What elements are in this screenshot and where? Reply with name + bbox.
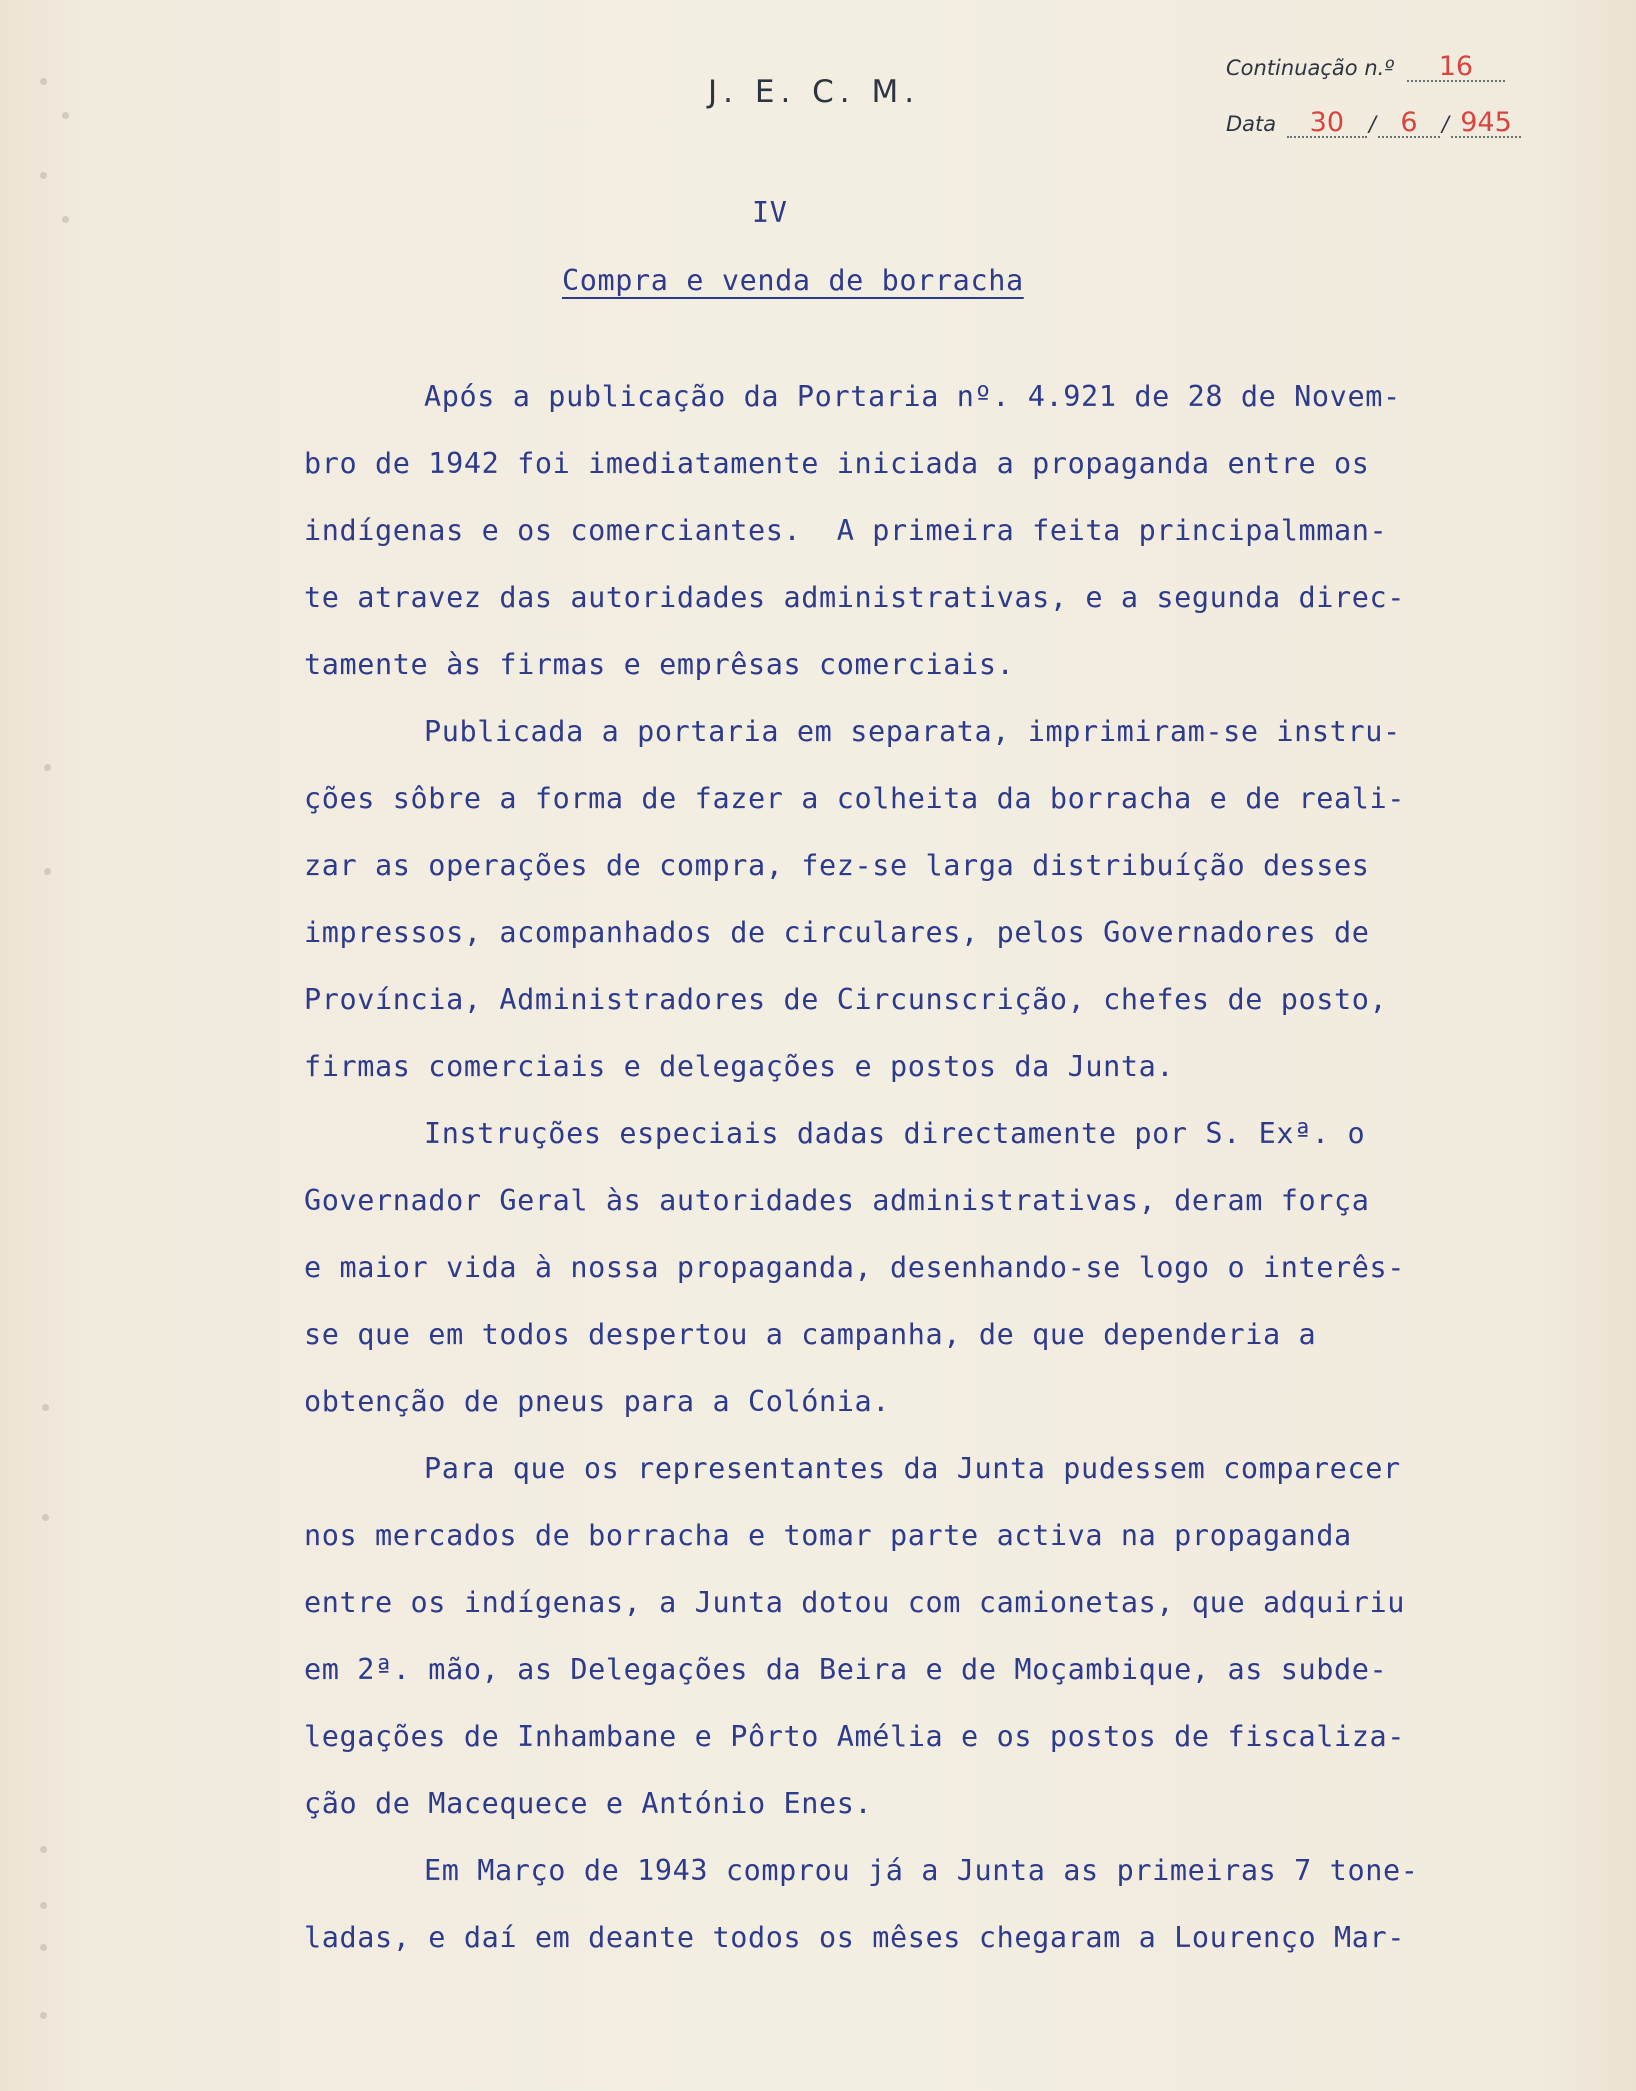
body-line: Governador Geral às autoridades administrativas, deram força <box>304 1184 1370 1217</box>
binding-hole <box>62 112 69 119</box>
continuation-row <box>1226 51 1505 82</box>
body-line: Instruções especiais dadas directamente por S. Exª. o <box>424 1117 1366 1150</box>
body-line: e maior vida à nossa propaganda, desenhando-se logo o interês- <box>304 1251 1406 1284</box>
letterhead: J. E. C. M. <box>708 74 921 110</box>
binding-hole <box>40 172 47 179</box>
section-heading: Compra e venda de borracha <box>562 264 1024 297</box>
date-separator: / <box>1368 112 1376 136</box>
body-line: bro de 1942 foi imediatamente iniciada a propaganda entre os <box>304 447 1370 480</box>
continuation-number: 16 <box>1407 54 1505 82</box>
date-day: 30 <box>1287 110 1367 138</box>
binding-hole <box>40 78 47 85</box>
body-line: se que em todos despertou a campanha, de que dependeria a <box>304 1318 1317 1351</box>
body-line: zar as operações de compra, fez-se larga distribuíção desses <box>304 849 1370 882</box>
body-line: Para que os representantes da Junta pudessem comparecer <box>424 1452 1401 1485</box>
date-year: 945 <box>1451 110 1521 138</box>
body-line: Após a publicação da Portaria nº. 4.921 de 28 de Novem- <box>424 380 1401 413</box>
date-row <box>1226 107 1521 138</box>
body-line: ladas, e daí em deante todos os mêses chegaram a Lourenço Mar- <box>304 1921 1406 1954</box>
binding-hole <box>44 764 51 771</box>
section-numeral: IV <box>752 196 788 229</box>
body-line: entre os indígenas, a Junta dotou com camionetas, que adquiriu <box>304 1586 1406 1619</box>
body-line: em 2ª. mão, as Delegações da Beira e de Moçambique, as subde- <box>304 1653 1388 1686</box>
binding-hole <box>42 1514 49 1521</box>
binding-hole <box>44 868 51 875</box>
body-line: ções sôbre a forma de fazer a colheita da borracha e de reali- <box>304 782 1406 815</box>
date-separator: / <box>1441 112 1449 136</box>
binding-hole <box>40 1902 47 1909</box>
body-line: indígenas e os comerciantes. A primeira feita principalmman- <box>304 514 1388 547</box>
binding-hole <box>40 1944 47 1951</box>
binding-hole <box>42 1404 49 1411</box>
binding-hole <box>40 1846 47 1853</box>
body-line: tamente às firmas e emprêsas comerciais. <box>304 648 1015 681</box>
binding-hole <box>62 216 69 223</box>
body-line: legações de Inhambane e Pôrto Amélia e os postos de fiscaliza- <box>304 1720 1406 1753</box>
body-line: Província, Administradores de Circunscrição, chefes de posto, <box>304 983 1388 1016</box>
body-line: firmas comerciais e delegações e postos da Junta. <box>304 1050 1175 1083</box>
body-line: ção de Macequece e António Enes. <box>304 1787 873 1820</box>
body-line: impressos, acompanhados de circulares, pelos Governadores de <box>304 916 1370 949</box>
body-line: Em Março de 1943 comprou já a Junta as primeiras 7 tone- <box>424 1854 1419 1887</box>
body-line: nos mercados de borracha e tomar parte activa na propaganda <box>304 1519 1352 1552</box>
date-label: Data <box>1226 112 1277 136</box>
date-month: 6 <box>1378 110 1440 138</box>
binding-hole <box>40 2012 47 2019</box>
body-line: obtenção de pneus para a Colónia. <box>304 1385 891 1418</box>
body-line: Publicada a portaria em separata, imprimiram-se instru- <box>424 715 1401 748</box>
body-line: te atravez das autoridades administrativas, e a segunda direc- <box>304 581 1406 614</box>
continuation-label: Continuação n.º <box>1226 56 1395 80</box>
